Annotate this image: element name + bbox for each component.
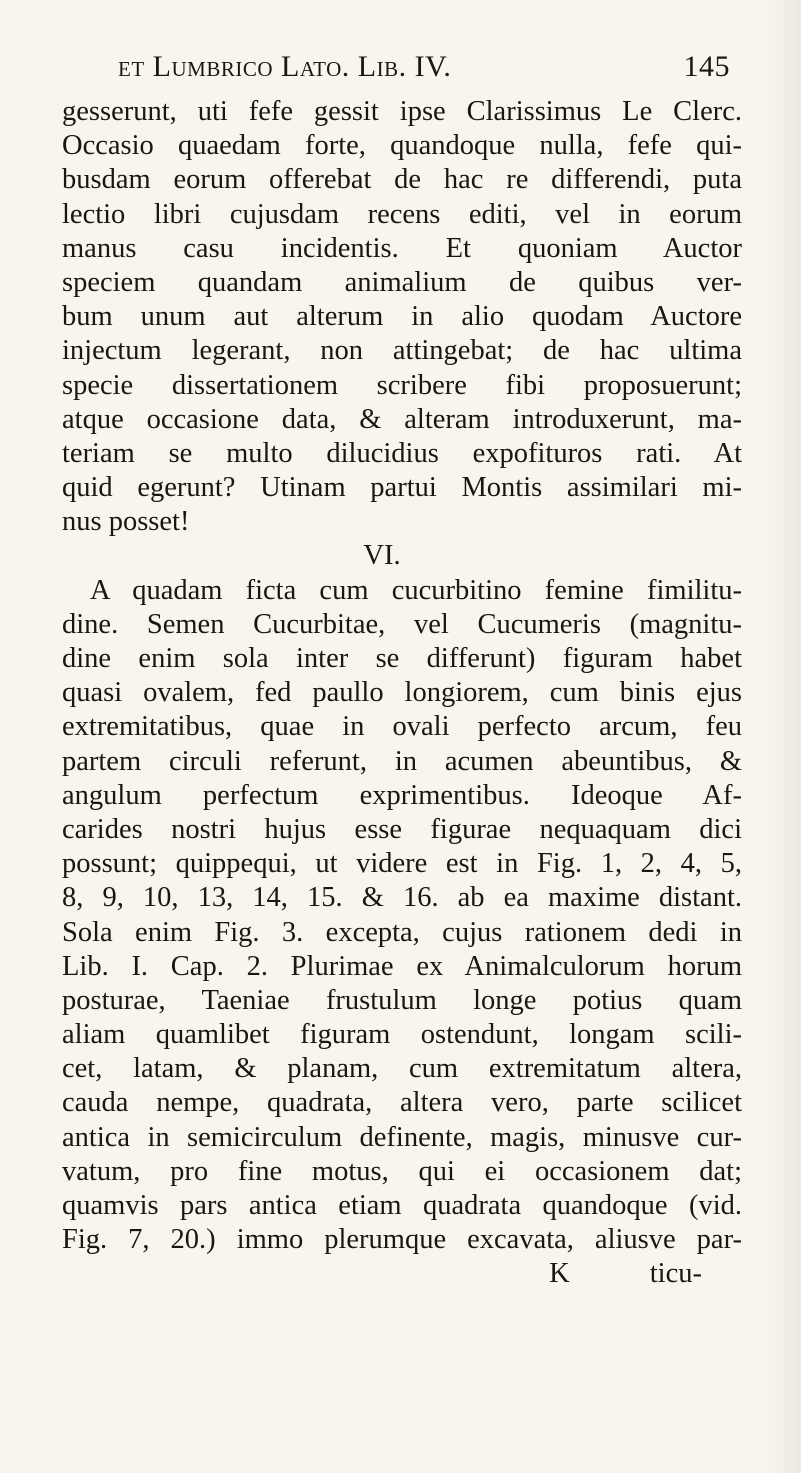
text-line: quid egerunt? Utinam partui Montis assimilari mi- xyxy=(62,472,742,504)
page-header xyxy=(118,50,730,90)
text-line: manus casu incidentis. Et quoniam Auctor xyxy=(62,232,742,264)
section-line: possunt; quippequi, ut videre est in Fig. 1, 2, 4, 5, xyxy=(62,848,742,880)
text-line: injectum legerant, non attingebat; de hac ultima xyxy=(62,335,742,367)
text-line: atque occasione data, & alteram introduxerunt, ma- xyxy=(62,403,742,435)
section-numeral: VI. xyxy=(363,540,401,572)
text-line: busdam eorum offerebat de hac re differendi, puta xyxy=(62,164,742,196)
text-line: teriam se multo dilucidius expofituros rati. At xyxy=(62,437,742,469)
section-line: extremitatibus, quae in ovali perfecto arcum, feu xyxy=(62,711,742,743)
section-line: Lib. I. Cap. 2. Plurimae ex Animalculorum horum xyxy=(62,950,742,982)
section-line: aliam quamlibet figuram ostendunt, longam scili- xyxy=(62,1019,742,1051)
section-line: 8, 9, 10, 13, 14, 15. & 16. ab ea maxime distant. xyxy=(62,882,742,914)
text-line: nus posset! xyxy=(62,506,190,538)
running-head: et Lumbrico Lato. Lib. IV. xyxy=(118,50,452,83)
section-line: A quadam ficta cum cucurbitino femine fimilitu- xyxy=(90,574,742,606)
section-line: partem circuli referunt, in acumen abeuntibus, & xyxy=(62,745,742,777)
text-line: Occasio quaedam forte, quandoque nulla, fefe qui- xyxy=(62,130,742,162)
section-line: dine. Semen Cucurbitae, vel Cucumeris (magnitu- xyxy=(62,608,742,640)
section-line: Fig. 7, 20.) immo plerumque excavata, aliusve par- xyxy=(62,1224,742,1256)
text-line: lectio libri cujusdam recens editi, vel in eorum xyxy=(62,198,742,230)
section-line: carides nostri hujus esse figurae nequaquam dici xyxy=(62,813,742,845)
section-line: angulum perfectum exprimentibus. Ideoque Af- xyxy=(62,779,742,811)
section-line: quamvis pars antica etiam quadrata quandoque (vid. xyxy=(62,1190,742,1221)
section-line: cet, latam, & planam, cum extremitatum altera, xyxy=(62,1053,742,1085)
section-line: posturae, Taeniae frustulum longe potius quam xyxy=(62,984,742,1016)
text-line: gesserunt, uti fefe gessit ipse Clarissimus Le Clerc. xyxy=(62,96,742,127)
section-line: cauda nempe, quadrata, altera vero, parte scilicet xyxy=(62,1087,742,1119)
text-line: bum unum aut alterum in alio quodam Auctore xyxy=(62,301,742,333)
section-line: quasi ovalem, fed paullo longiorem, cum binis ejus xyxy=(62,677,742,709)
body-text xyxy=(62,95,742,1292)
section-line: dine enim sola inter se differunt) figuram habet xyxy=(62,643,742,674)
page-edge-shadow xyxy=(763,0,801,1473)
section-line: Sola enim Fig. 3. excepta, cujus rationem dedi in xyxy=(62,916,742,948)
section-line: antica in semicirculum definente, magis, minusve cur- xyxy=(62,1121,742,1153)
page-number: 145 xyxy=(683,50,730,83)
catchword-line xyxy=(62,1257,742,1291)
text-line: speciem quandam animalium de quibus ver- xyxy=(62,266,742,298)
catchword: ticu- xyxy=(649,1258,702,1290)
text-line: specie dissertationem scribere fibi proposuerunt; xyxy=(62,369,742,401)
signature-mark: K xyxy=(549,1258,570,1290)
section-line: vatum, pro fine motus, qui ei occasionem dat; xyxy=(62,1155,742,1187)
